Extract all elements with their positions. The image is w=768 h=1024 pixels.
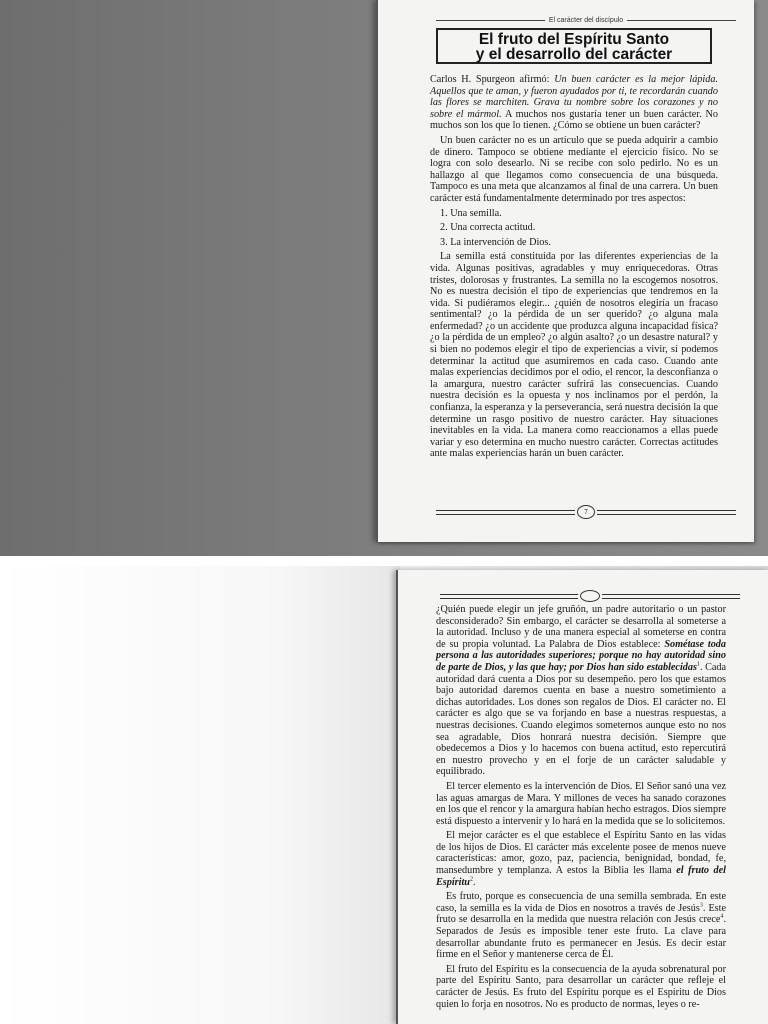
p1-lead: Carlos H. Spurgeon afirmó:	[430, 74, 555, 85]
chapter-title-line1: El fruto del Espíritu Santo	[478, 31, 670, 48]
fruit-of-spirit-term: el fruto del Espíritu	[436, 865, 727, 888]
paragraph-b5: El fruto del Espíritu es la consecuencia de la ayuda sobrenatural por parte del Espíritu Santo, para desarrollar un carácter que refleje el carácter de Jesús. Es fruto del Espíritu porque es el Espíritu de Dios quien lo forja en nosotros. No es producto de normas, leyes o re-	[436, 963, 726, 1010]
head-rule-right	[627, 20, 736, 21]
paragraph-b4	[436, 891, 726, 961]
list-item: 1. Una semilla.	[440, 207, 502, 219]
b4-tail: . Separados de Jesús es imposible tener este fruto. La clave para desarrollar abundante fruto es permanecer en Jesús. Es decir estar firme en el Señor y mantenerse cerca de Él.	[436, 914, 726, 961]
paragraph-b3	[436, 830, 726, 888]
b3-tail: .	[472, 876, 476, 888]
ornament-icon	[580, 590, 600, 602]
b1-lead: ¿Quién puede elegir un jefe gruñón, un padre autoritario o un pastor desconsiderado? Sin embargo, el carácter se desarrolla al someterse a la autoridad. Incluso y de una manera especial al someterse en contra de su propia voluntad. La Palabra de Dios establece:	[436, 604, 726, 650]
b4-middle: . Este fruto se desarrolla en la medida que nuestra relación con Jesús crece	[436, 902, 726, 926]
page-footer	[436, 508, 736, 516]
footnote-ref: 3	[699, 902, 703, 909]
body-text-top	[430, 74, 718, 463]
page-bottom	[396, 570, 768, 1024]
paragraph-3: La semilla está constituida por las diferentes experiencias de la vida. Algunas positivas, agradables y muy enriquecedoras. Otras tristes, dolorosas y frustrantes. La semilla no la escogemos nosotros. No es nuestra decisión el tipo de experiencias que tendremos en la vida. Si pudiéramos elegir... ¿quién de nosotros elegiría un fracaso sentimental? ¿o la pérdida de un ser querido? ¿o alguna mala enfermedad? ¿o un accidente que produzca alguna incapacidad física? ¿o la pérdida de un empleo? ¿o algún asalto? ¿o un desastre natural? y si bien no podemos elegir el tipo de experiencias a vivir, sí podemos determinar la actitud que asumiremos en cada caso. Cuando ante malas experiencias decidimos por el odio, el rencor, la desconfianza o la amargura, nuestro carácter sufrirá las consecuencias. Cuando nuestra decisión es la opuesta y nos inclinamos por el perdón, la confianza, la esperanza y la perseverancia, será nuestra decisión la que determine un rasgo positivo de nuestro carácter. Hay situaciones inevitables en la vida. La manera como reaccionamos a ellas puede variar y eso determina en mucho nuestro carácter. Correctas actitudes ante malas experiencias harán un buen carácter.	[430, 251, 718, 460]
aspects-list	[430, 208, 718, 249]
b4-lead: Es fruto, porque es consecuencia de una semilla sembrada. En este caso, la semilla es la vida de Dios en nosotros a través de Jesús	[436, 891, 726, 914]
running-head	[436, 14, 736, 26]
running-head-text: El carácter del discípulo	[548, 16, 624, 24]
chapter-title-line2: y el desarrollo del carácter	[475, 46, 673, 63]
blank-left-page	[0, 566, 400, 1024]
list-item: 3. La intervención de Dios.	[440, 236, 551, 248]
footnote-ref: 1	[696, 661, 700, 668]
header-rule-left	[440, 594, 578, 599]
list-item: 2. Una correcta actitud.	[440, 222, 536, 234]
paragraph-b2: El tercer elemento es la intervención de Dios. El Señor sanó una vez las aguas amargas de Mara. Y millones de veces ha sanado corazones en los que el rencor y la amargura habían hecho estragos. Dios siempre está dispuesto a intervenir y lo hará en la medida que se lo solicitemos.	[436, 780, 726, 827]
paragraph-1	[430, 74, 718, 132]
footer-rule-right	[597, 510, 736, 515]
b3-lead: El mejor carácter es el que establece el Espíritu Santo en las vidas de los hijos de Dios. El carácter más excelente posee de menos nueve características: amor, gozo, paz, paciencia, benignidad, bondad, fe, mansedumbre y templanza. A estos la Biblia les llama	[436, 830, 726, 877]
footnote-ref: 2	[469, 876, 473, 883]
footer-rule-left	[436, 510, 575, 515]
header-rule-right	[602, 594, 740, 599]
paragraph-b1	[436, 604, 726, 778]
romans-quote: Sométase toda persona a las autoridades superiores; porque no hay autoridad sino de parte de Dios, y las que hay; por Dios han sido establecidas	[436, 638, 726, 673]
paragraph-2: Un buen carácter no es un artículo que se pueda adquirir a cambio de dinero. Tampoco se obtiene mediante el ejercicio físico. No se logra con solo desearlo. Ni se recibe con solo pedirlo. No es un hallazgo al que llegamos como consecuencia de una búsqueda. Tampoco es una meta que alcanzamos al final de una carrera. Un buen carácter está fundamentalmente determinado por tres aspectos:	[430, 134, 718, 204]
spurgeon-quote: Un buen carácter es la mejor lápida. Aquellos que te aman, y fueron ayudados por ti, te recordarán cuando las flores se marchiten. Grava tu nombre sobre los corazones y no sobre el mármol.	[430, 74, 718, 120]
head-rule-left	[436, 20, 545, 21]
chapter-title-box	[436, 28, 712, 64]
body-text-bottom	[436, 604, 726, 1013]
b1-tail: . Cada autoridad dará cuenta a Dios por su desempeño. pero los que estamos bajo autoridad daremos cuenta en base a nuestro sometimiento a dichas autoridades. Los dones son regalos de Dios. El carácter no. El carácter es algo que se va forjando en base a nuestras respuestas, a nuestras decisiones. Cuando elegimos someternos aunque esto no nos sea agradable, Dios honrará nuestra decisión. Siempre que obedecemos a Dios y lo hacemos con buena actitud, esto repercutirá en nuestro provecho y en el forje de un carácter saludable y equilibrado.	[436, 661, 727, 778]
page-top	[376, 0, 754, 542]
p1-tail: A muchos nos gustaría tener un buen carácter. No muchos son los que lo tienen. ¿Cómo se obtiene un buen carácter?	[430, 108, 718, 132]
footnote-ref: 4	[720, 914, 724, 921]
page-header-ornament	[440, 592, 740, 600]
page-number: 7	[577, 505, 595, 519]
